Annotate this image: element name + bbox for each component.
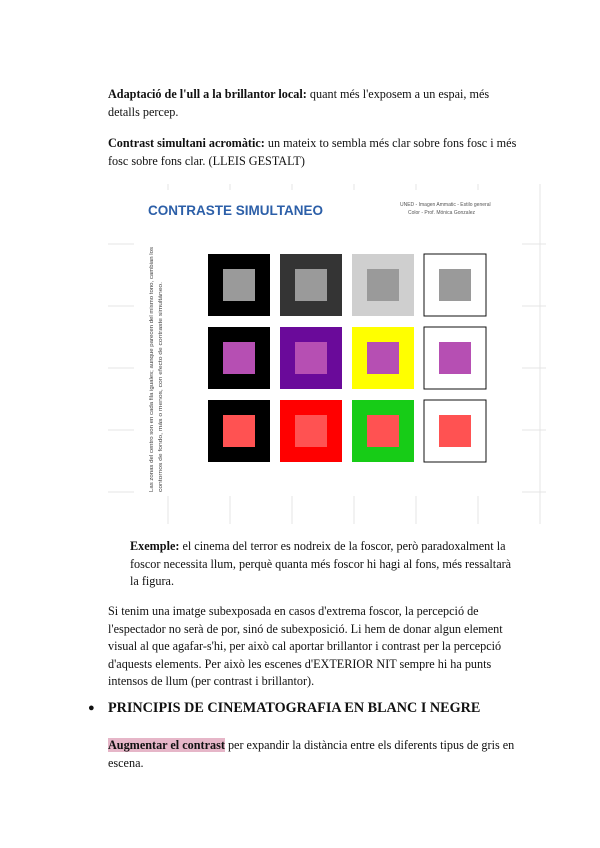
section-heading-text: PRINCIPIS DE CINEMATOGRAFIA EN BLANC I NEGRE bbox=[108, 700, 481, 716]
highlighted-term: Augmentar el contrast bbox=[108, 738, 225, 752]
figure-credit-line-1: UNED - Imagen Ammatic - Estilo general bbox=[400, 202, 491, 208]
paragraph-local-brightness bbox=[108, 86, 518, 121]
paragraph-text: Si tenim una imatge subexposada en casos d'extrema foscor, la percepció de l'espectador no serà de por, sinó de subexposició. Li hem de donar algun element visual al que agafar-s'hi, per això cal aportar brillantor i contrast per la percepció d'aquests elements. Per això les escenes d'EXTERIOR NIT sempre hi ha punts intensos de llum (per contrast i brillantor). bbox=[108, 604, 503, 688]
term-example: Exemple: bbox=[130, 539, 180, 553]
swatch-center bbox=[295, 342, 327, 374]
figure-title: CONTRASTE SIMULTANEO bbox=[148, 203, 323, 218]
paragraph-simultaneous-contrast bbox=[108, 135, 518, 170]
swatch-center bbox=[223, 342, 255, 374]
term-local-brightness: Adaptació de l'ull a la brillantor local: bbox=[108, 87, 307, 101]
paragraph-example bbox=[130, 538, 518, 591]
paragraph-text: quant més l'exposem a un espai, més detalls percep. bbox=[108, 87, 490, 119]
swatch-center bbox=[439, 415, 471, 447]
simultaneous-contrast-figure bbox=[108, 184, 546, 524]
paragraph-text: el cinema del terror es nodreix de la foscor, però paradoxalment la foscor necessita llum, perquè quanta més foscor hi hagi al fons, més ressaltarà la figura. bbox=[130, 539, 512, 588]
figure-side-text-line-2: contornos de fondo, más o menos, con efecto de contraste simultáneo. bbox=[158, 328, 164, 492]
swatch-center bbox=[223, 269, 255, 301]
swatch-center bbox=[223, 415, 255, 447]
swatch-center bbox=[367, 269, 399, 301]
figure-credit-line-2: Color - Prof. Mónica Gonzalez bbox=[408, 210, 475, 216]
term-simultaneous-contrast: Contrast simultani acromàtic: bbox=[108, 136, 265, 150]
swatch-center bbox=[439, 342, 471, 374]
section-heading bbox=[88, 700, 528, 717]
paragraph-text: per expandir la distància entre els diferents tipus de gris en escena. bbox=[108, 738, 515, 770]
paragraph-text: un mateix to sembla més clar sobre fons fosc i més fosc sobre fons clar. (LLEIS GESTALT) bbox=[108, 136, 517, 168]
swatch-center bbox=[439, 269, 471, 301]
swatch-center bbox=[367, 415, 399, 447]
bullet-icon: ● bbox=[88, 702, 95, 714]
paragraph-underexposure bbox=[108, 603, 518, 691]
swatch-center bbox=[367, 342, 399, 374]
figure-side-text-line-1: Las zonas del centro son en cada fila iguales; aunque parecen del mismo tono, cambian los bbox=[149, 280, 155, 492]
swatch-center bbox=[295, 269, 327, 301]
paragraph-increase-contrast bbox=[108, 737, 518, 772]
swatch-center bbox=[295, 415, 327, 447]
